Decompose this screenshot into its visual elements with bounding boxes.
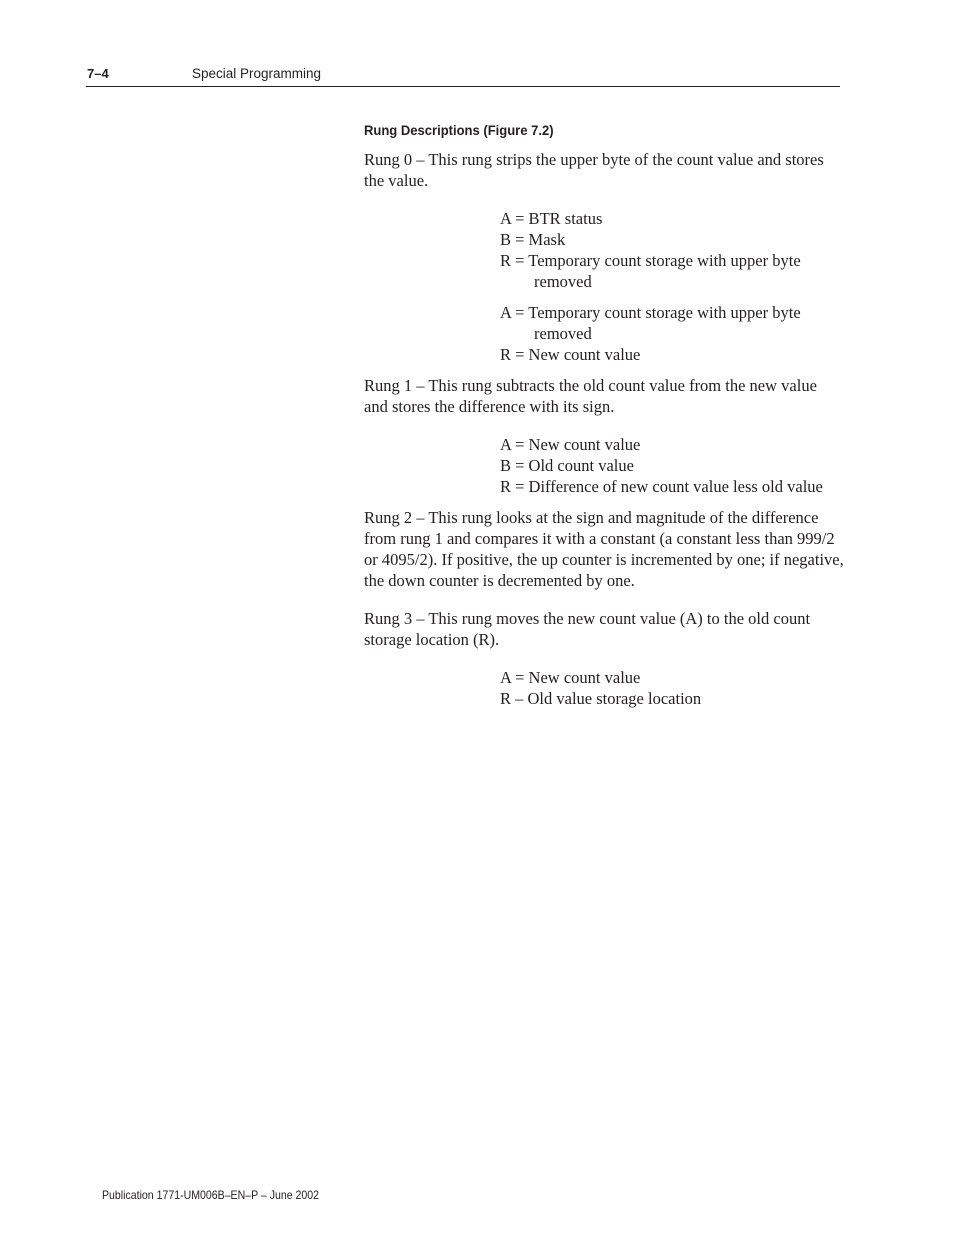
rung0-group-2	[500, 302, 844, 365]
definition-line: A = Temporary count storage with upper byte	[500, 303, 801, 322]
rung0-group-1	[500, 208, 844, 292]
rung1-group	[500, 434, 844, 497]
main-content	[364, 120, 844, 719]
page-number: 7–4	[87, 66, 109, 81]
publication-footer: Publication 1771-UM006B–EN–P – June 2002	[102, 1188, 320, 1202]
rung3-group	[500, 667, 844, 709]
section-title: Special Programming	[192, 66, 322, 81]
definition-continuation: removed	[534, 272, 592, 291]
header-rule	[86, 86, 840, 87]
rung1-definitions	[500, 434, 844, 497]
rung3-description: Rung 3 – This rung moves the new count value (A) to the old count storage location (R).	[364, 609, 811, 649]
definition-line: A = New count value	[500, 668, 641, 687]
rung1-description: Rung 1 – This rung subtracts the old count value from the new value and stores the difference with its sign.	[364, 376, 817, 416]
rung3-definitions	[500, 667, 844, 709]
rung0-description: Rung 0 – This rung strips the upper byte of the count value and stores the value.	[364, 150, 824, 190]
definition-line: R = New count value	[500, 345, 641, 364]
definition-line: A = BTR status	[500, 209, 603, 228]
definition-line: B = Mask	[500, 230, 566, 249]
rung2-description: Rung 2 – This rung looks at the sign and magnitude of the difference from rung 1 and compares it with a constant (a constant less than 999/2 or 4095/2). If positive, the up counter is incremented by one; if negative, the down counter is decremented by one.	[364, 508, 844, 590]
definition-line: A = New count value	[500, 435, 641, 454]
definition-line: R – Old value storage location	[500, 689, 702, 708]
definition-line: B = Old count value	[500, 456, 634, 475]
definition-line: R = Difference of new count value less old value	[500, 477, 823, 496]
definition-continuation: removed	[534, 324, 592, 343]
rung0-definitions	[500, 208, 844, 365]
section-heading: Rung Descriptions (Figure 7.2)	[364, 122, 554, 138]
definition-line: R = Temporary count storage with upper byte	[500, 251, 801, 270]
